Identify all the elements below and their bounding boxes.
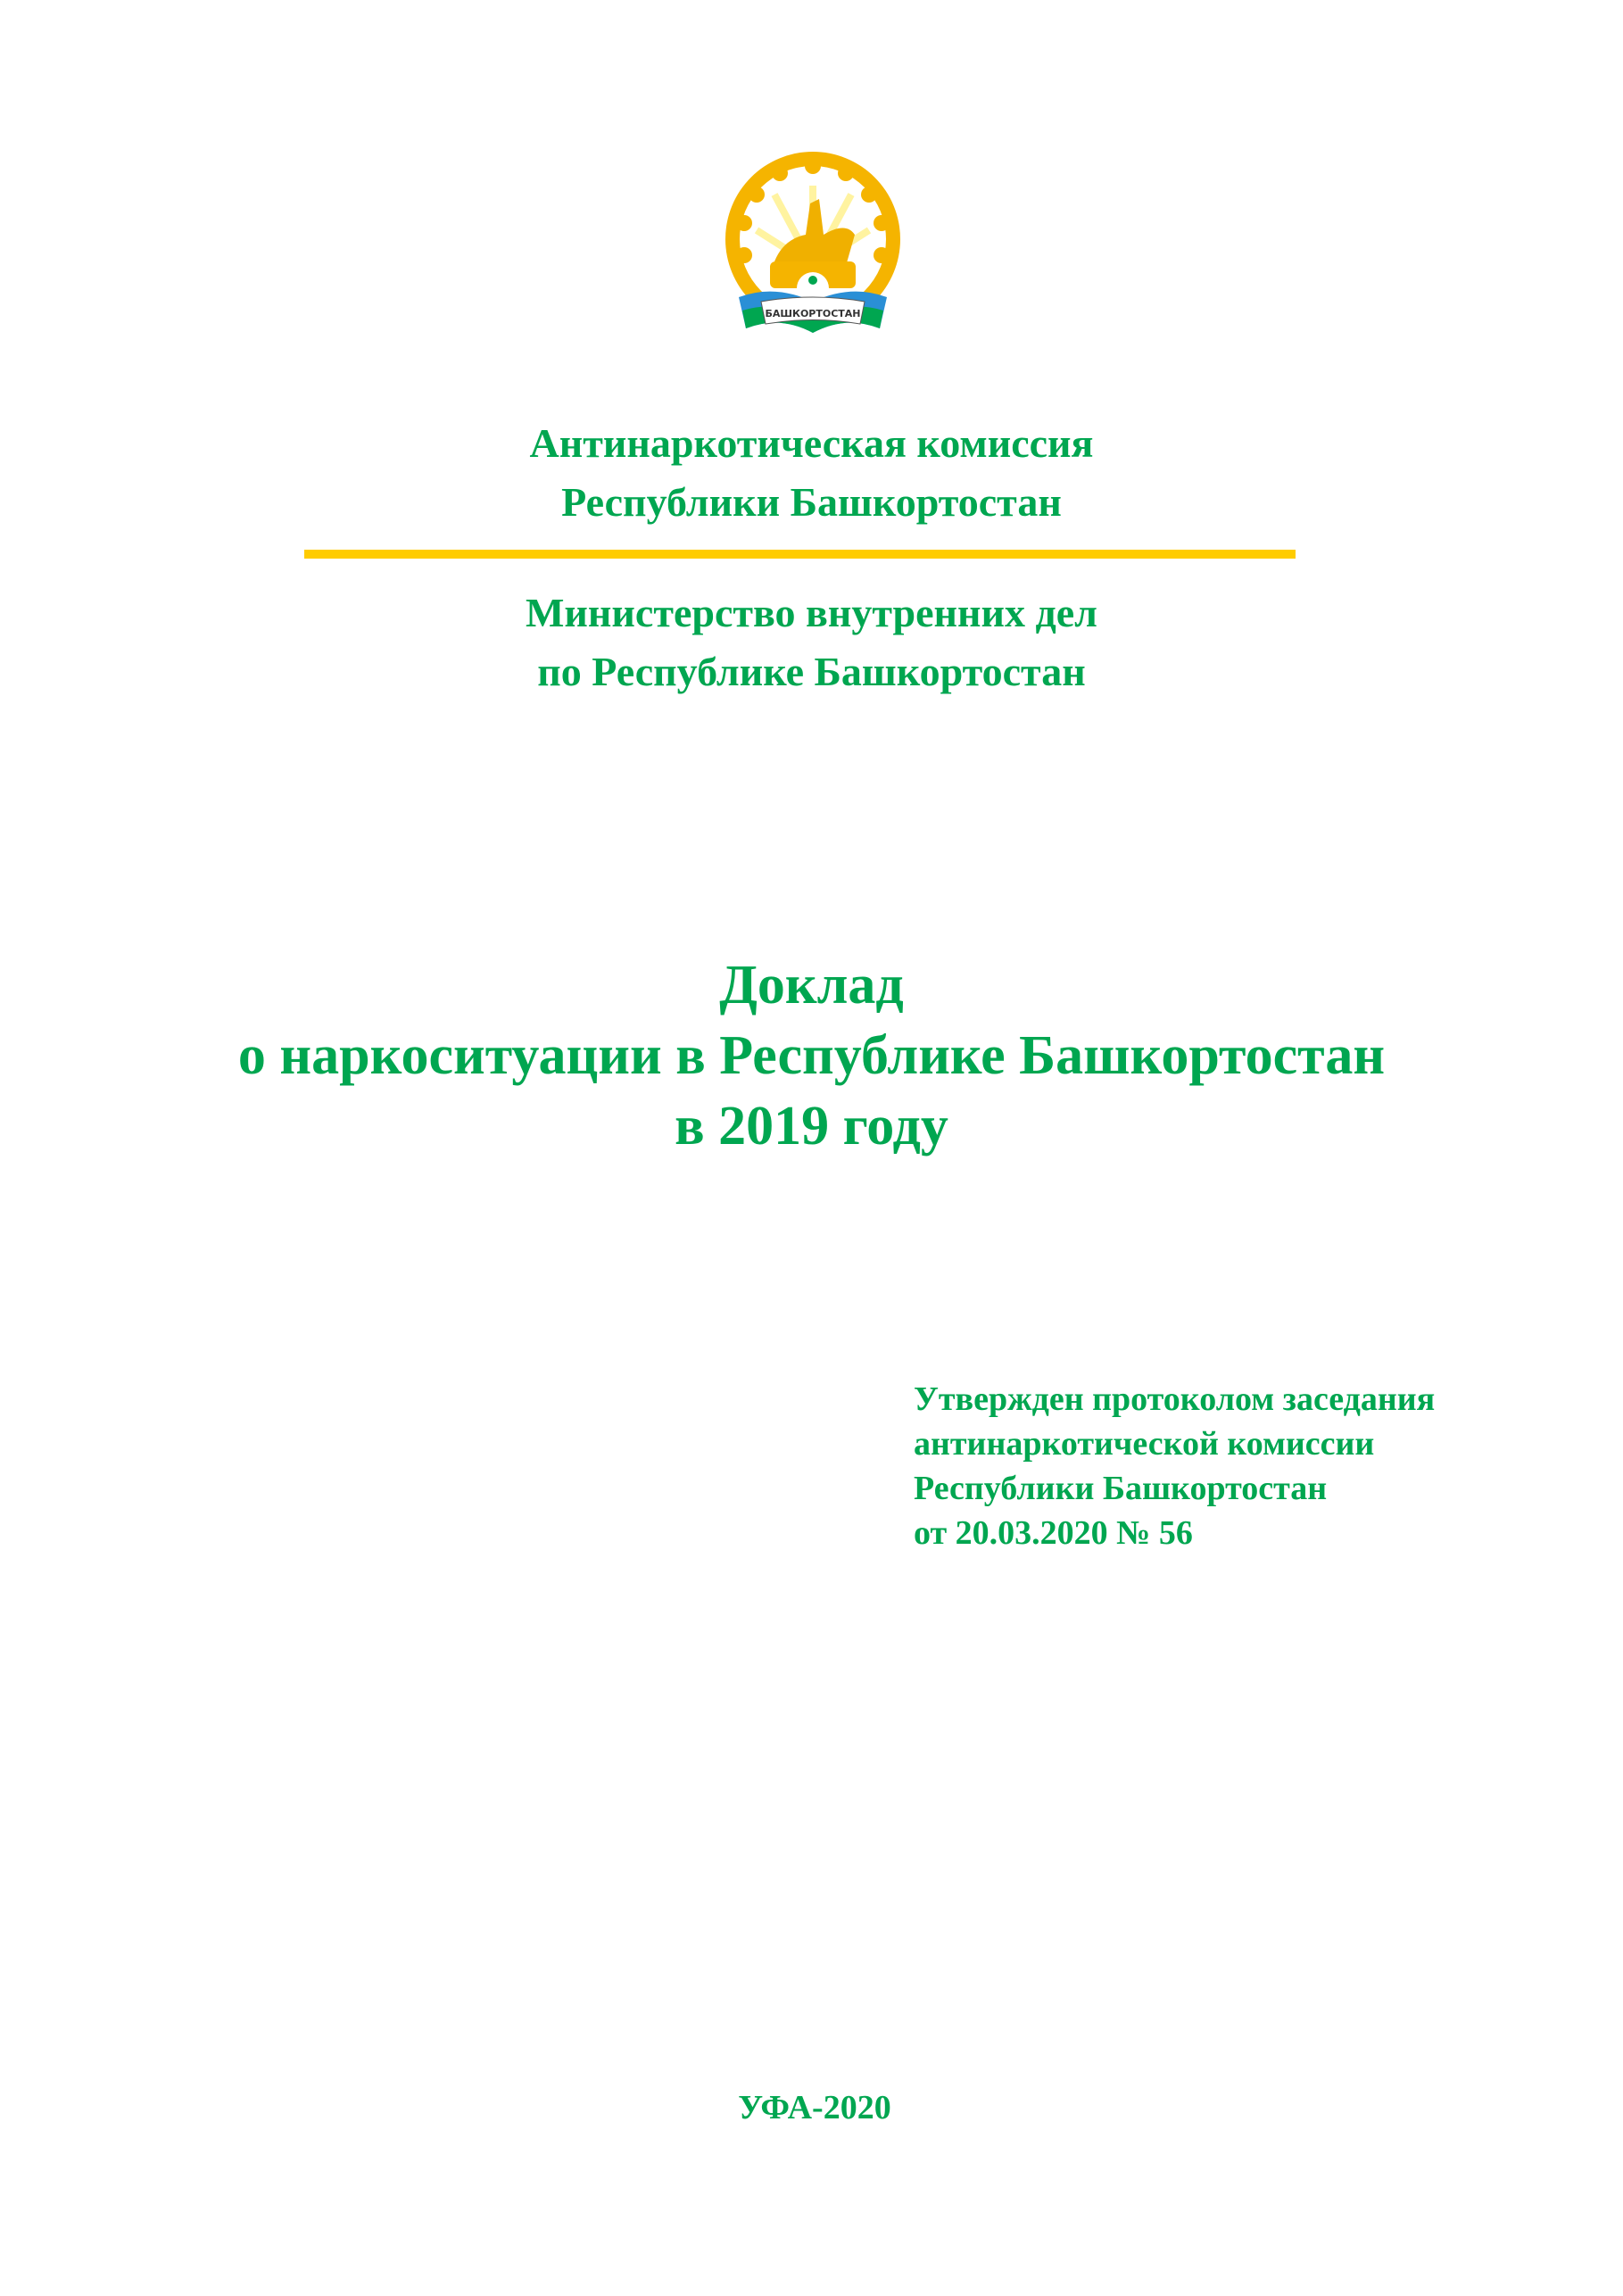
approval-line-3: Республики Башкортостан <box>914 1470 1328 1507</box>
approval-line-2: антинаркотической комиссии <box>914 1425 1375 1463</box>
commission-line-1: Антинаркотическая комиссия <box>529 420 1094 466</box>
divider-bar <box>304 550 1296 559</box>
approval-note <box>914 1377 1435 1555</box>
document-title <box>0 950 1623 1162</box>
ministry-name <box>0 584 1623 701</box>
coat-of-arms-emblem <box>721 150 905 346</box>
ministry-line-2: по Республике Башкортостан <box>537 649 1086 694</box>
svg-text:БАШКОРТОСТАН: БАШКОРТОСТАН <box>765 308 861 319</box>
ministry-line-1: Министерство внутренних дел <box>526 590 1097 635</box>
commission-name <box>0 414 1623 532</box>
title-line-1: Доклад <box>719 955 904 1015</box>
commission-line-2: Республики Башкортостан <box>561 479 1062 525</box>
approval-line-4: от 20.03.2020 № 56 <box>914 1514 1193 1552</box>
city-year: УФА-2020 <box>738 2089 891 2126</box>
title-line-3: в 2019 году <box>675 1096 948 1156</box>
title-line-2: о наркоситуации в Республике Башкортостан <box>237 1025 1386 1086</box>
approval-line-1: Утвержден протоколом заседания <box>914 1380 1436 1418</box>
